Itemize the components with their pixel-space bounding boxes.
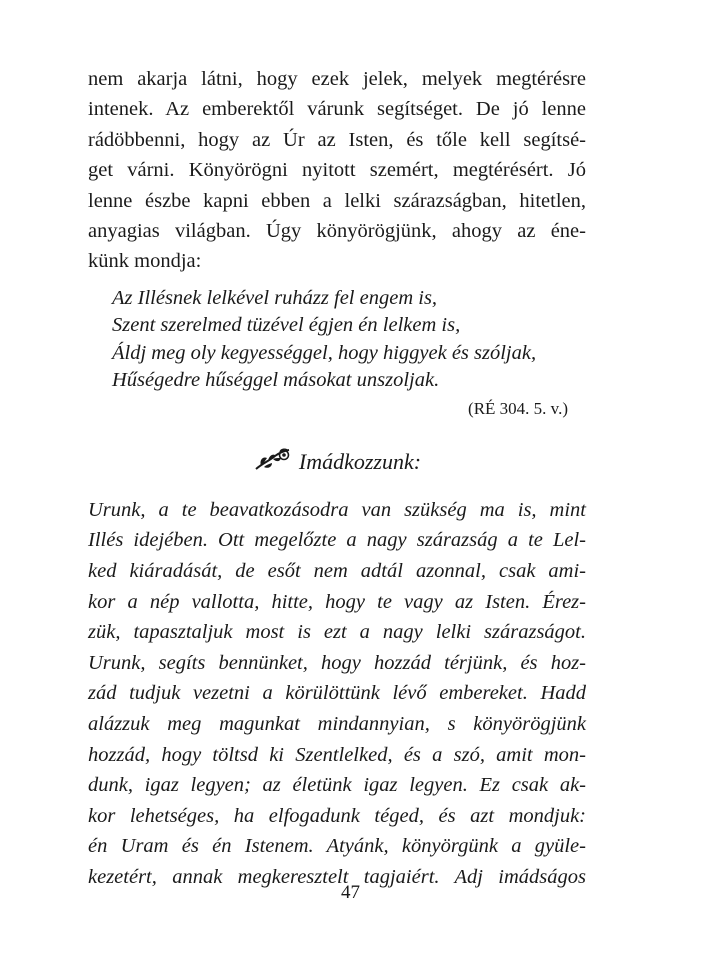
hymn-reference: (RÉ 304. 5. v.) [468,398,568,418]
text-line: nem akarja látni, hogy ezek jelek, melyek megtérésre [88,68,586,90]
text-line: alázzuk meg magunkat mindannyian, s könyörögjünk [88,713,586,735]
text-line: ked kiáradását, de esőt nem adtál azonnal, csak ami- [88,560,586,583]
hymn-line: Áldj meg oly kegyességgel, hogy higgyek és szóljak, [112,341,537,364]
text-line: Urunk, segíts bennünket, hogy hozzád térjünk, és hoz- [88,651,586,674]
hymn-line: Hűségedre hűséggel másokat unszoljak. [112,369,440,392]
text-line: én Uram és én Istenem. Atyánk, könyörgünk a gyüle- [88,835,586,858]
prayer-heading-text: Imádkozzunk: [298,448,422,474]
hymn-line: Az Illésnek lelkével ruházz fel engem is, [112,286,438,309]
text-line: künk mondja: [88,250,202,273]
text-line: kezetért, annak megkeresztelt tagjaiért. Adj imádságos [88,865,586,888]
text-line: hozzád, hogy töltsd ki Szentlelked, és a szó, amit mon- [88,743,586,766]
text-line: kor a nép vallotta, hitte, hogy te vagy az Isten. Érez- [88,590,586,613]
text-line: zád tudjuk vezetni a körülöttünk lévő embereket. Hadd [88,682,586,705]
text-line: dunk, igaz legyen; az életünk igaz legyen. Ez csak ak- [88,774,586,797]
text-line: get várni. Könyörögni nyitott szemért, megtérésért. Jó [88,159,586,182]
text-line: lenne észbe kapni ebben a lelki szárazságban, hitetlen, [88,189,586,212]
prayer-paragraph [88,495,586,893]
text-line: Illés idejében. Ott megelőzte a nagy szárazság a te Lel- [88,529,586,552]
text-line: kor lehetséges, ha elfogadunk téged, és azt mondjuk: [88,804,586,827]
text-line: anyagias világban. Úgy könyörögjünk, ahogy az éne- [88,220,586,243]
page-body [88,64,586,893]
text-line: zük, tapasztaljuk most is ezt a nagy lelki szárazságot. [88,621,586,644]
text-line: Urunk, a te beavatkozásodra van szükség ma is, mint [88,498,586,521]
text-line: intenek. Az emberektől várunk segítséget. De jó lenne [88,98,586,121]
hymn-quote [112,285,586,421]
intro-paragraph [88,64,586,277]
floral-ornament-icon [253,447,293,473]
text-line: rádöbbenni, hogy az Úr az Isten, és tőle kell segítsé- [88,128,586,151]
page-number: 47 [341,882,360,903]
prayer-heading [88,447,586,477]
hymn-line: Szent szerelmed tüzével égjen én lelkem is, [112,314,461,337]
